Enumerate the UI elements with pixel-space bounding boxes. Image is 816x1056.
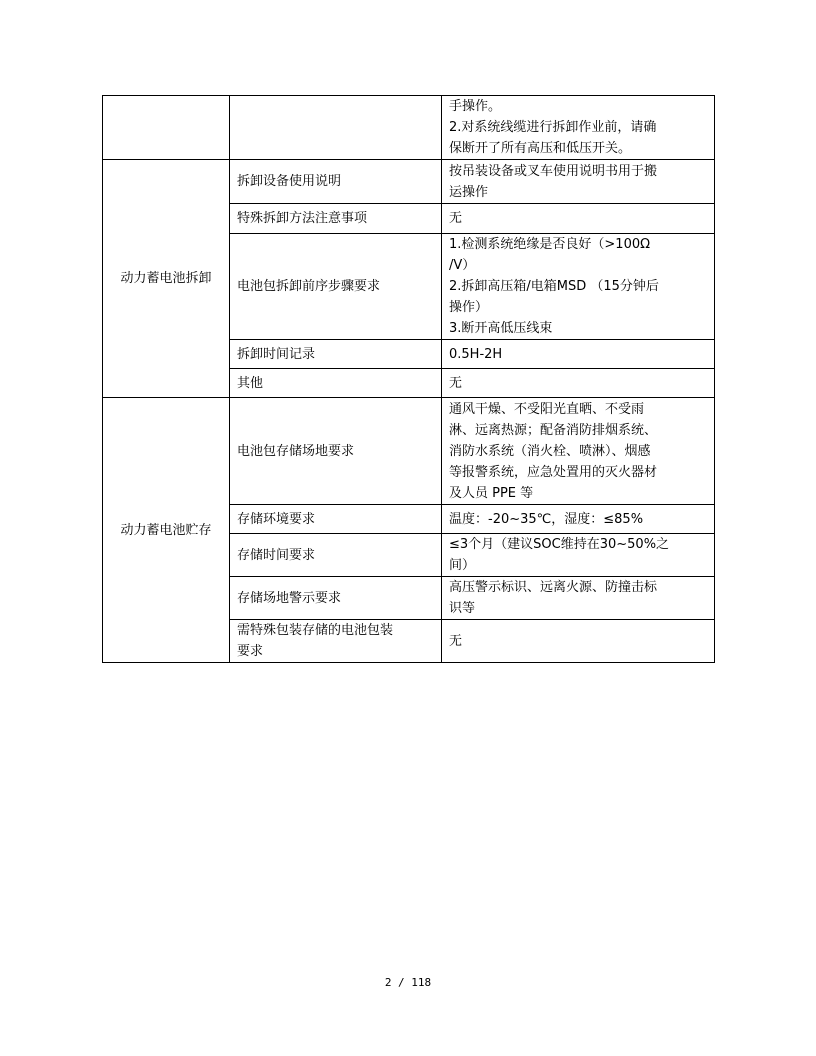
value-cell: 温度：-20~35℃，湿度：≤85% xyxy=(442,505,715,534)
continuation-row xyxy=(103,96,715,160)
item-cell: 其他 xyxy=(230,369,442,398)
value-cell: 无 xyxy=(442,620,715,663)
empty-category-cell xyxy=(103,96,230,160)
empty-item-cell xyxy=(230,96,442,160)
item-cell: 电池包存储场地要求 xyxy=(230,398,442,505)
category-cell-dismantle: 动力蓄电池拆卸 xyxy=(103,160,230,398)
value-cell: 1.检测系统绝缘是否良好（>100Ω /V） 2.拆卸高压箱/电箱MSD （15分钟后 操作） 3.断开高低压线束 xyxy=(442,234,715,340)
item-cell: 电池包拆卸前序步骤要求 xyxy=(230,234,442,340)
value-cell: 高压警示标识、远离火源、防撞击标 识等 xyxy=(442,577,715,620)
item-cell: 存储场地警示要求 xyxy=(230,577,442,620)
page-number: 2 / 118 xyxy=(384,976,432,989)
value-cell: ≤3个月（建议SOC维持在30~50%之 间） xyxy=(442,534,715,577)
continuation-value-cell: 手操作。 2.对系统线缆进行拆卸作业前，请确 保断开了所有高压和低压开关。 xyxy=(442,96,715,160)
item-cell: 拆卸时间记录 xyxy=(230,340,442,369)
category-cell-storage: 动力蓄电池贮存 xyxy=(103,398,230,663)
item-cell: 存储时间要求 xyxy=(230,534,442,577)
value-cell: 0.5H-2H xyxy=(442,340,715,369)
value-cell: 通风干燥、不受阳光直晒、不受雨 淋、远离热源；配备消防排烟系统、 消防水系统（消火栓、喷淋）、烟感 等报警系统，应急处置用的灭火器材 及人员 PPE 等 xyxy=(442,398,715,505)
item-cell: 需特殊包装存储的电池包装 要求 xyxy=(230,620,442,663)
item-cell: 存储环境要求 xyxy=(230,505,442,534)
table-row xyxy=(103,398,715,505)
value-cell: 无 xyxy=(442,204,715,234)
item-cell: 拆卸设备使用说明 xyxy=(230,160,442,204)
battery-spec-table xyxy=(102,95,715,663)
value-cell: 按吊装设备或叉车使用说明书用于搬 运操作 xyxy=(442,160,715,204)
item-cell: 特殊拆卸方法注意事项 xyxy=(230,204,442,234)
table-row xyxy=(103,160,715,204)
value-cell: 无 xyxy=(442,369,715,398)
